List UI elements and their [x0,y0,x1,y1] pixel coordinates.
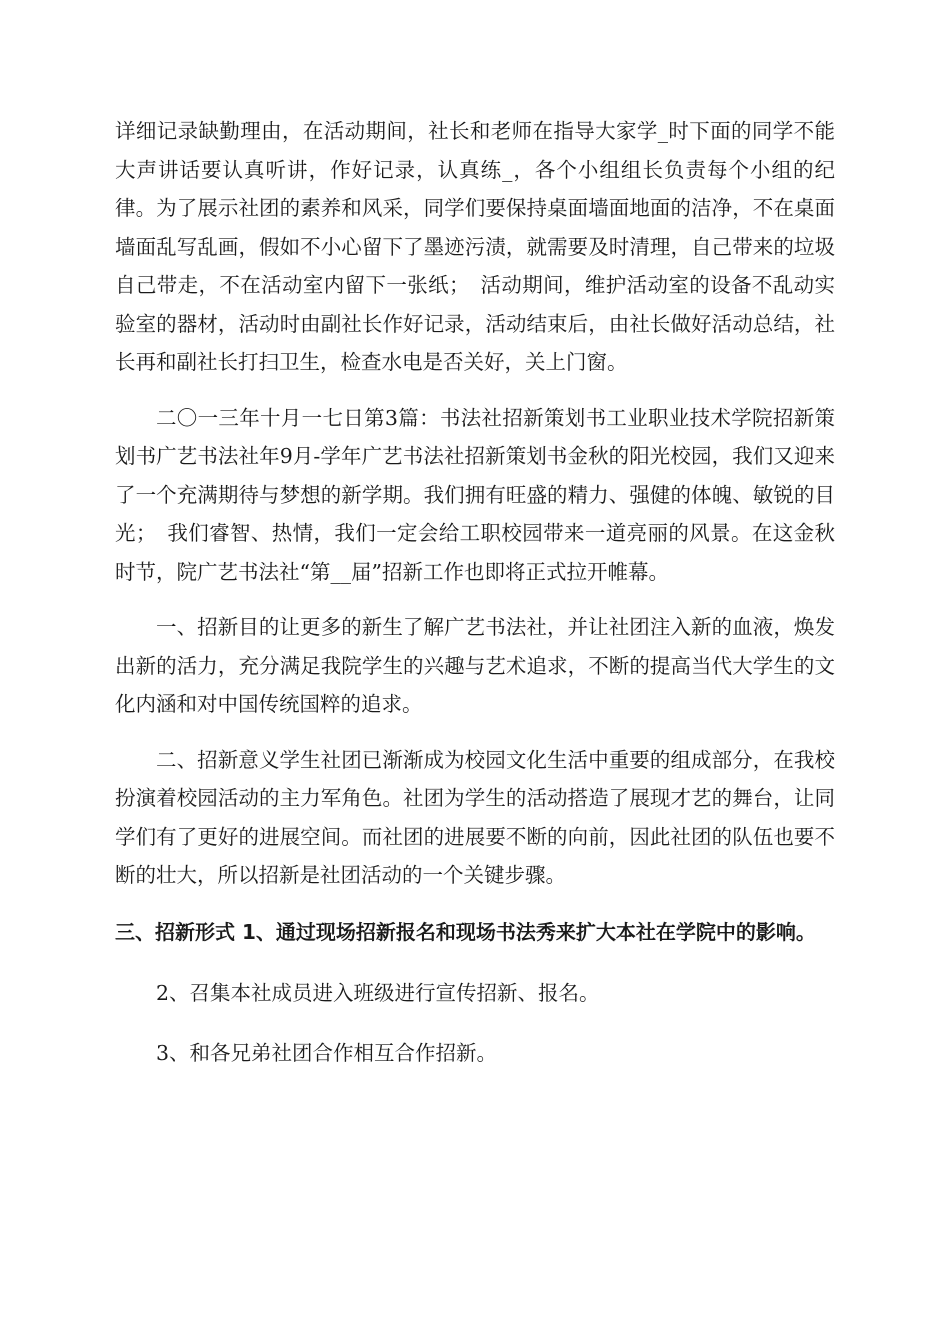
paragraph-club-rules: 详细记录缺勤理由，在活动期间，社长和老师在指导大家学_时下面的同学不能大声讲话要认真听讲，作好记录，认真练_，各个小组组长负责每个小组的纪律。为了展示社团的素养和风采，同学们要保持桌面墙面地面的洁净，不在桌面墙面乱写乱画，假如不小心留下了墨迹污渍，就需要及时清理，自己带来的垃圾自己带走，不在活动室内留下一张纸； 活动期间，维护活动室的设备不乱动实验室的器材，活动时由副社长作好记录，活动结束后，由社长做好活动总结，社长再和副社长打扫卫生，检查水电是否关好，关上门窗。 [115,119,835,374]
paragraph-purpose: 一、招新目的让更多的新生了解广艺书法社，并让社团注入新的血液，焕发出新的活力，充分满足我院学生的兴趣与艺术追求，不断的提高当代大学生的文化内涵和对中国传统国粹的追求。 [115,615,835,716]
list-item-2: 2、召集本社成员进入班级进行宣传招新、报名。 [156,980,600,1005]
paragraph-significance: 二、招新意义学生社团已渐渐成为校园文化生活中重要的组成部分，在我校扮演着校园活动的主力军角色。社团为学生的活动搭造了展现才艺的舞台，让同学们有了更好的进展空间。而社团的进展要不断的向前，因此社团的队伍也要不断的壮大，所以招新是社团活动的一个关键步骤。 [115,747,835,887]
list-item-3: 3、和各兄弟社团合作相互合作招新。 [156,1041,498,1065]
document-page [115,112,835,1073]
heading-recruit-form: 三、招新形式 1、通过现场招新报名和现场书法秀来扩大本社在学院中的影响。 [115,919,816,944]
paragraph-intro: 二〇一三年十月一七日第3篇：书法社招新策划书工业职业技术学院招新策划书广艺书法社年9月-学年广艺书法社招新策划书金秋的阳光校园，我们又迎来了一个充满期待与梦想的新学期。我们拥有旺盛的精力、强健的体魄、敏锐的目光； 我们睿智、热情，我们一定会给工职校园带来一道亮丽的风景。在这金秋时节，院广艺书法社“第__届”招新工作也即将正式拉开帷幕。 [115,405,835,584]
